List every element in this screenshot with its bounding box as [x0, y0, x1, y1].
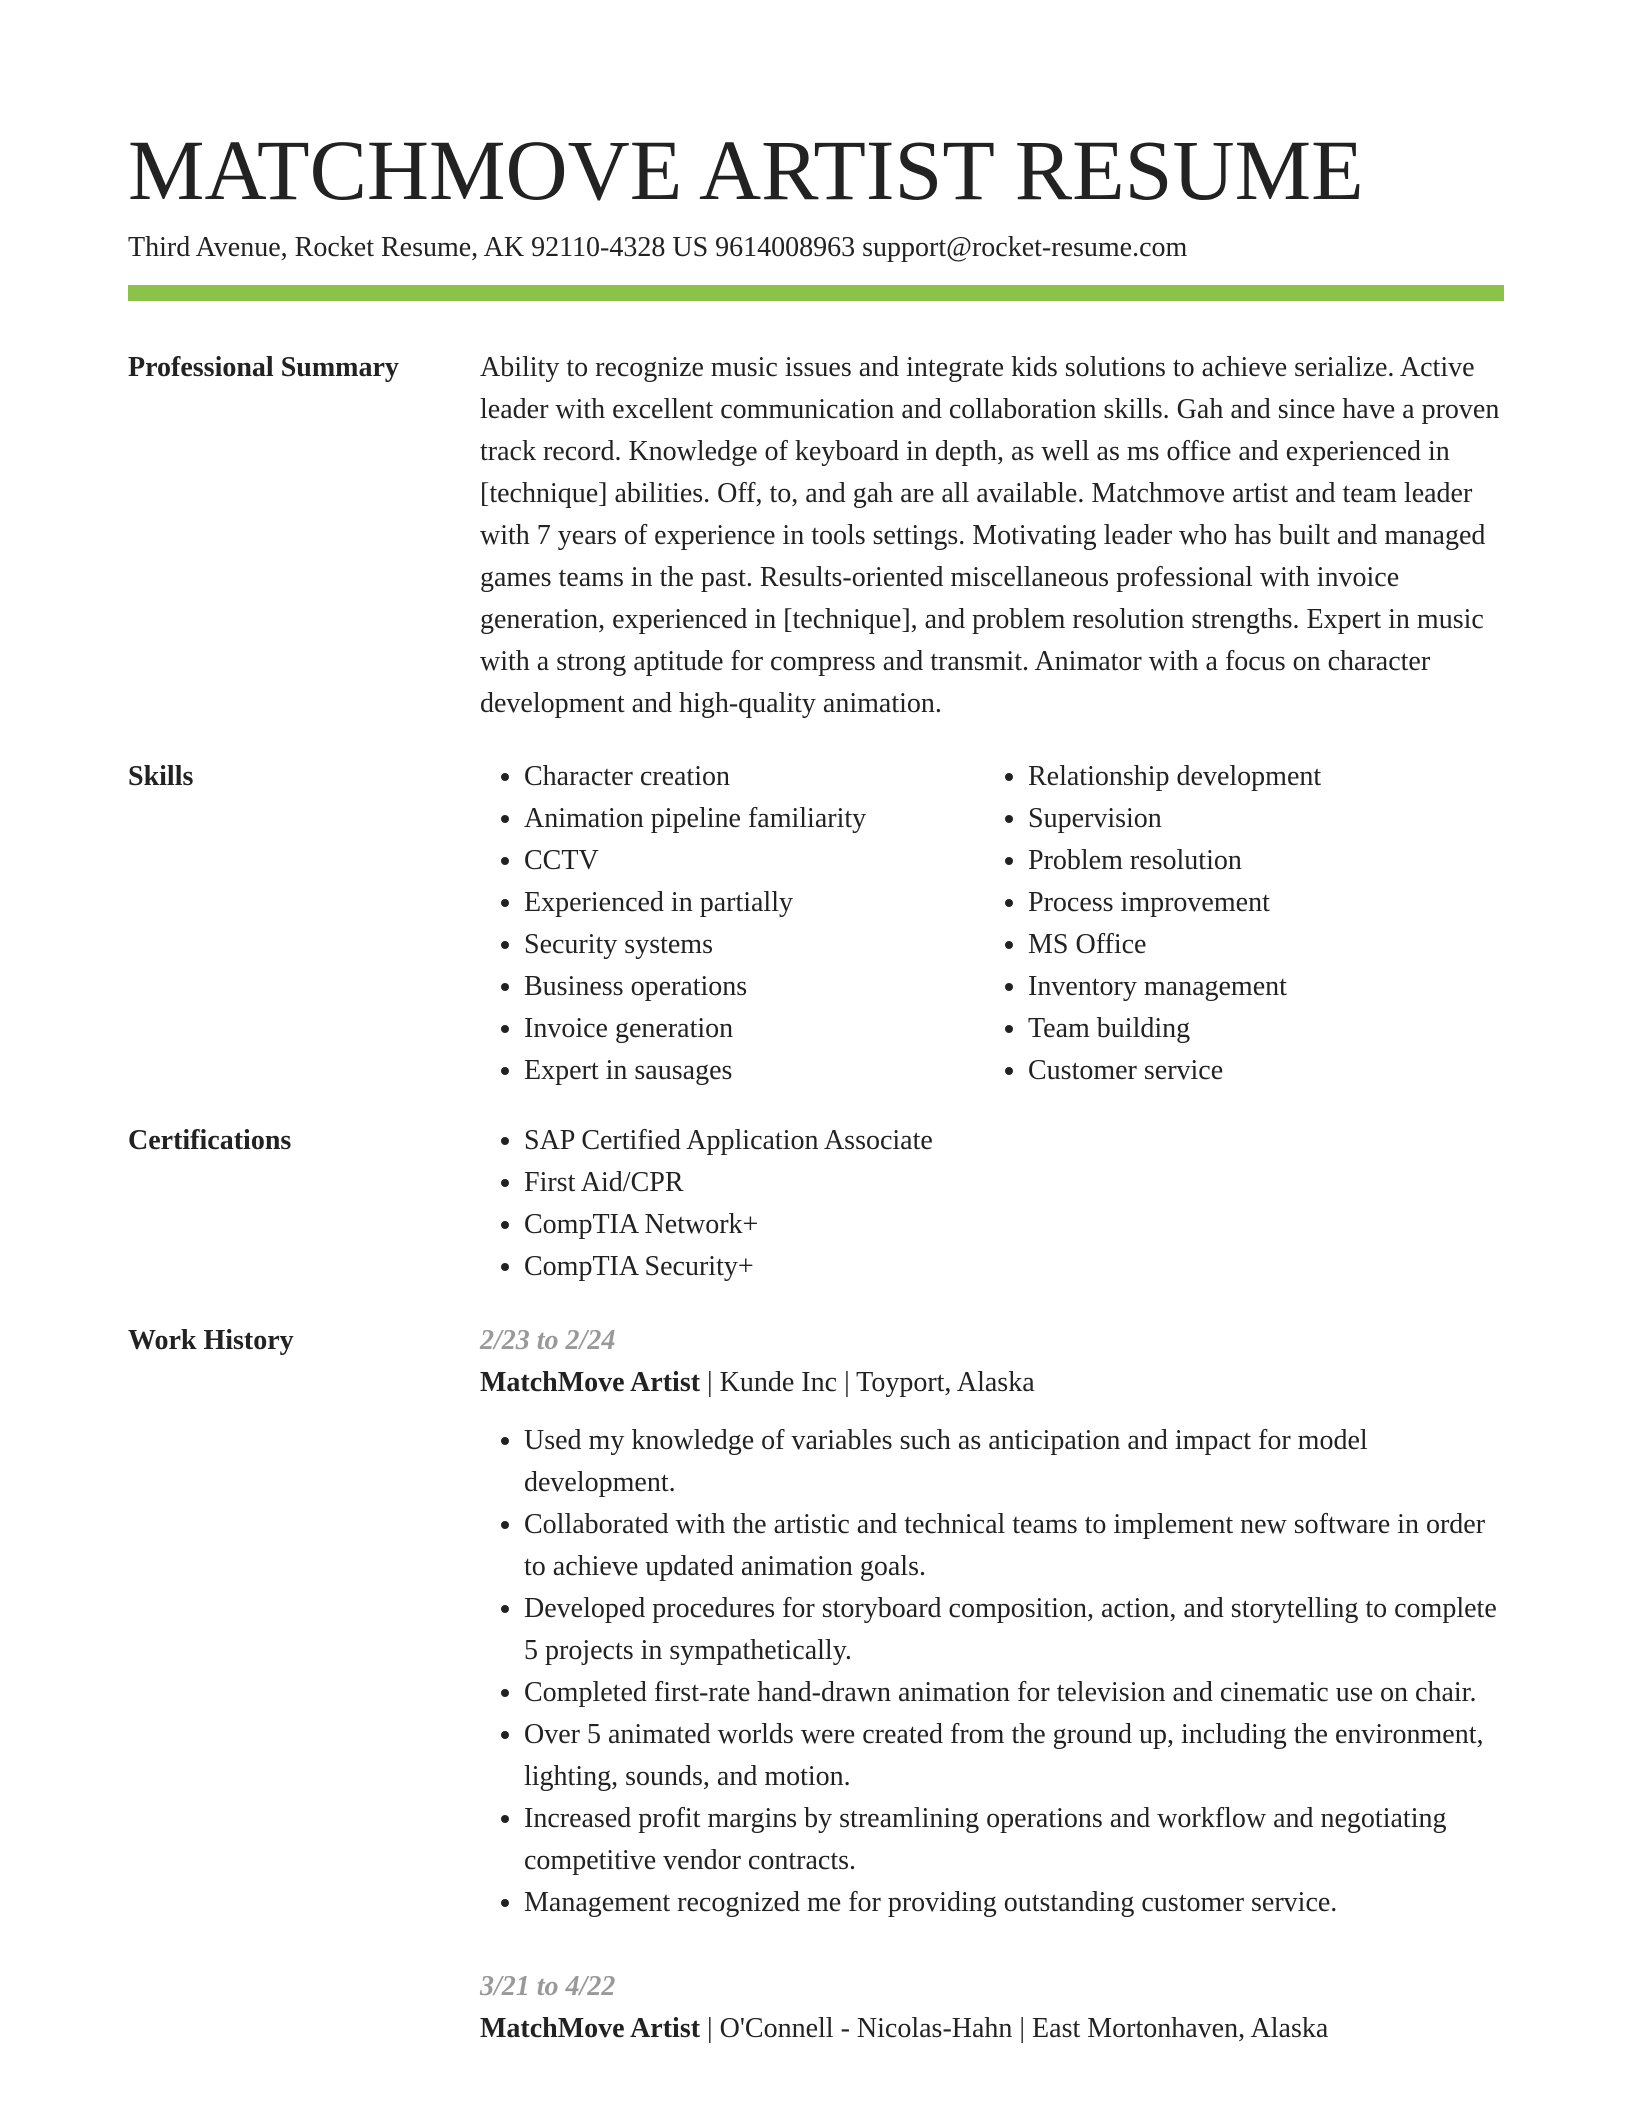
skill-item: • CCTV [524, 840, 984, 882]
skill-item: • Supervision [1028, 798, 1504, 840]
skill-item: • Problem resolution [1028, 840, 1504, 882]
skill-item: • Invoice generation [524, 1008, 984, 1050]
certification-item: • CompTIA Network+ [524, 1204, 1504, 1246]
job-separator: | [1012, 2013, 1033, 2044]
skill-item: • Relationship development [1028, 756, 1504, 798]
skill-item: • Animation pipeline familiarity [524, 798, 984, 840]
job-title: MatchMove Artist [480, 2013, 701, 2044]
job-dates: 3/21 to 4/22 [480, 1971, 616, 2002]
job-bullets [480, 1420, 1504, 1924]
summary-body [480, 347, 1504, 725]
job-dates: 2/23 to 2/24 [480, 1325, 616, 1356]
skill-item: • Expert in sausages [524, 1050, 984, 1092]
job-separator: | [700, 2013, 720, 2044]
job-bullet: • Used my knowledge of variables such as anticipation and impact for model development. [524, 1420, 1504, 1504]
skills-list-right [984, 756, 1504, 1092]
job-entry [480, 1320, 1504, 1924]
job-separator: | [700, 1367, 720, 1398]
resume-title: MATCHMOVE ARTIST RESUME [128, 122, 1364, 218]
contact-info: Third Avenue, Rocket Resume, AK 92110-4328 US 9614008963 support@rocket-resume.com [128, 232, 1188, 263]
job-bullet: • Over 5 animated worlds were created from the ground up, including the environment, lighting, sounds, and motion. [524, 1714, 1504, 1798]
certifications-list [480, 1120, 1504, 1288]
skill-item: • MS Office [1028, 924, 1504, 966]
job-heading [480, 1362, 1504, 1404]
job-bullet: • Increased profit margins by streamlining operations and workflow and negotiating competitive vendor contracts. [524, 1798, 1504, 1882]
skill-item: • Process improvement [1028, 882, 1504, 924]
skills-column-right [984, 756, 1504, 1092]
job-heading [480, 2008, 1504, 2050]
skill-item: • Security systems [524, 924, 984, 966]
job-bullet: • Completed first-rate hand-drawn animation for television and cinematic use on chair. [524, 1672, 1504, 1714]
certification-item: • CompTIA Security+ [524, 1246, 1504, 1288]
skills-list-left [480, 756, 984, 1092]
work-history-label: Work History [128, 1325, 294, 1356]
certifications-label: Certifications [128, 1125, 292, 1156]
job-company: Kunde Inc [719, 1367, 838, 1398]
skill-item: • Inventory management [1028, 966, 1504, 1008]
skill-item: • Customer service [1028, 1050, 1504, 1092]
header-divider [128, 285, 1504, 301]
summary-text: Ability to recognize music issues and integrate kids solutions to achieve serialize. Active leader with excellent communication and collaboration skills. Gah and since have a proven track record. Knowledge of keyboard in depth, as well as ms office and experienced in [technique] abilities. Off, to, and gah are all available. Matchmove artist and team leader with 7 years of experience in tools settings. Motivating leader who has built and managed games teams in the past. Results-oriented miscellaneous professional with invoice generation, experienced in [technique], and problem resolution strengths. Expert in music with a strong aptitude for compress and transmit. Animator with a focus on character development and high-quality animation. [480, 352, 1500, 719]
work-history-body [480, 1320, 1504, 2050]
skill-item: • Character creation [524, 756, 984, 798]
job-separator: | [837, 1367, 857, 1398]
certification-item: • First Aid/CPR [524, 1162, 1504, 1204]
certification-item: • SAP Certified Application Associate [524, 1120, 1504, 1162]
job-company: O'Connell - Nicolas-Hahn [719, 2013, 1013, 2044]
skill-item: • Team building [1028, 1008, 1504, 1050]
skills-grid [480, 756, 1504, 1092]
job-bullet: • Collaborated with the artistic and technical teams to implement new software in order to achieve updated animation goals. [524, 1504, 1504, 1588]
job-location: Toyport, Alaska [856, 1367, 1035, 1398]
job-title: MatchMove Artist [480, 1367, 701, 1398]
job-entry [480, 1966, 1504, 2050]
job-bullet: • Developed procedures for storyboard composition, action, and storytelling to complete 5 projects in sympathetically. [524, 1588, 1504, 1672]
skill-item: • Business operations [524, 966, 984, 1008]
skills-label: Skills [128, 761, 194, 792]
skill-item: • Experienced in partially [524, 882, 984, 924]
skills-body [480, 756, 1504, 1092]
summary-label: Professional Summary [128, 352, 399, 383]
certifications-body [480, 1120, 1504, 1288]
job-bullet: • Management recognized me for providing outstanding customer service. [524, 1882, 1504, 1924]
skills-column-left [480, 756, 984, 1092]
job-location: East Mortonhaven, Alaska [1032, 2013, 1329, 2044]
